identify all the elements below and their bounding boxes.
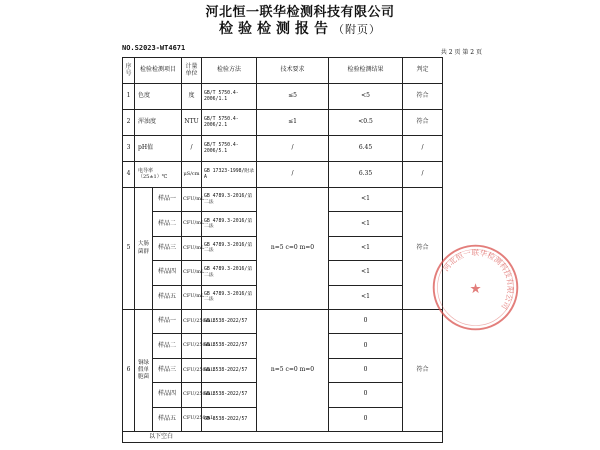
unit-cell: CFU/mL [182,188,202,212]
report-title-main: 检验检测报告 [219,21,333,37]
verdict-cell: / [403,136,443,162]
method-cell: GB/T 5750.4-2006/2.1 [202,110,257,136]
requirement-cell: ≤5 [257,84,329,110]
requirement-cell: n=5 c=0 m=0 [257,310,329,432]
method-cell: GB/T 5750.4-2006/5.1 [202,136,257,162]
unit-cell: CFU/mL [182,212,202,236]
method-cell: GB/T 5750.4-2006/1.1 [202,84,257,110]
unit-cell: CFU/mL [182,285,202,309]
result-cell: <1 [329,261,403,285]
company-name: 河北恒一联华检测科技有限公司 [205,5,395,20]
row-number: 1 [123,84,135,110]
result-cell: <1 [329,188,403,212]
verdict-cell: 符合 [403,310,443,432]
result-cell: <5 [329,84,403,110]
verdict-cell: / [403,162,443,188]
verdict-cell: 符合 [403,110,443,136]
method-cell: GB 4789.3-2016/第二法 [202,212,257,236]
result-cell: 0 [329,407,403,431]
item-name: pH值 [135,136,182,162]
result-cell: 0 [329,383,403,407]
group-cell [135,310,182,432]
page-indicator: 共 2 页 第 2 页 [440,49,482,56]
report-number: NO.S2023-WT4671 [122,44,186,52]
unit-cell: CFU/mL [182,261,202,285]
method-cell: GB 4789.3-2016/第二法 [202,188,257,212]
column-header: 检验方法 [202,58,257,84]
sample-name: 样品三 [153,359,181,383]
unit-cell: CFU/mL [182,236,202,260]
group-cell [135,188,182,310]
result-cell: 0 [329,358,403,382]
row-number: 5 [123,188,135,310]
sample-name: 样品一 [153,310,181,334]
verdict-cell: 符合 [403,84,443,110]
requirement-cell: n=5 c=0 m=0 [257,188,329,310]
result-cell: <1 [329,212,403,236]
seal-text-path: 河北恒一联华检测科技有限公司 [441,248,515,311]
requirement-cell: / [257,162,329,188]
table-row [123,162,443,188]
seal-star-icon: ★ [469,282,482,298]
column-header: 序号 [123,58,135,84]
sample-name: 样品四 [153,261,181,285]
method-cell: GB 4789.3-2016/第二法 [202,285,257,309]
row-number: 3 [123,136,135,162]
blank-below-note: 以下空白 [123,432,443,443]
sample-name: 样品二 [153,334,181,358]
method-cell: GB 8538-2022/57 [202,334,257,358]
item-name: 色度 [135,84,182,110]
method-cell: GB 8538-2022/57 [202,310,257,334]
result-cell: <1 [329,285,403,309]
table-row [123,188,443,212]
report-title-subtitle: （附页） [333,23,381,36]
method-cell: GB 8538-2022/57 [202,358,257,382]
verdict-cell: 符合 [403,188,443,310]
unit-cell: / [182,136,202,162]
table-footer-row [123,432,443,443]
row-number: 2 [123,110,135,136]
sample-name: 样品五 [157,292,176,300]
unit-cell: μS/cm [182,162,202,188]
method-cell: GB 4789.3-2016/第二法 [202,236,257,260]
column-header: 计量单位 [182,58,202,84]
unit-cell: CFU/250mL [182,310,202,334]
requirement-cell: / [257,136,329,162]
result-cell: <0.5 [329,110,403,136]
column-header: 判定 [403,58,443,84]
group-item-name: 大肠菌群 [135,188,153,309]
group-item-name: 铜绿假单胞菌 [135,310,153,431]
requirement-cell: ≤1 [257,110,329,136]
item-name: 电导率（25±1）℃ [135,162,182,188]
sample-name: 样品三 [153,237,181,261]
unit-cell: 度 [182,84,202,110]
result-cell: <1 [329,236,403,260]
item-name: 浑浊度 [135,110,182,136]
sample-name: 样品五 [157,414,176,422]
table-row [123,136,443,162]
result-cell: 6.35 [329,162,403,188]
sample-name: 样品四 [153,383,181,407]
unit-cell: CFU/250mL [182,358,202,382]
sample-name: 样品一 [153,188,181,212]
column-header: 技术要求 [257,58,329,84]
column-header: 检验检测结果 [329,58,403,84]
results-table [122,57,443,443]
row-number: 6 [123,310,135,432]
report-title [0,18,600,38]
sample-name: 样品二 [153,212,181,236]
method-cell: GB 8538-2022/57 [202,407,257,431]
table-row [123,84,443,110]
method-cell: GB 17323-1998/附录A [202,162,257,188]
result-cell: 0 [329,310,403,334]
row-number: 4 [123,162,135,188]
table-row [123,110,443,136]
method-cell: GB 8538-2022/57 [202,383,257,407]
unit-cell: CFU/250mL [182,334,202,358]
column-header: 检验检测项目 [135,58,182,84]
method-cell: GB 4789.3-2016/第二法 [202,261,257,285]
result-cell: 0 [329,334,403,358]
unit-cell: CFU/250mL [182,407,202,431]
unit-cell: NTU [182,110,202,136]
unit-cell: CFU/250mL [182,383,202,407]
table-row [123,310,443,334]
seal-text [441,247,516,311]
result-cell: 6.45 [329,136,403,162]
table-header-row [123,58,443,84]
